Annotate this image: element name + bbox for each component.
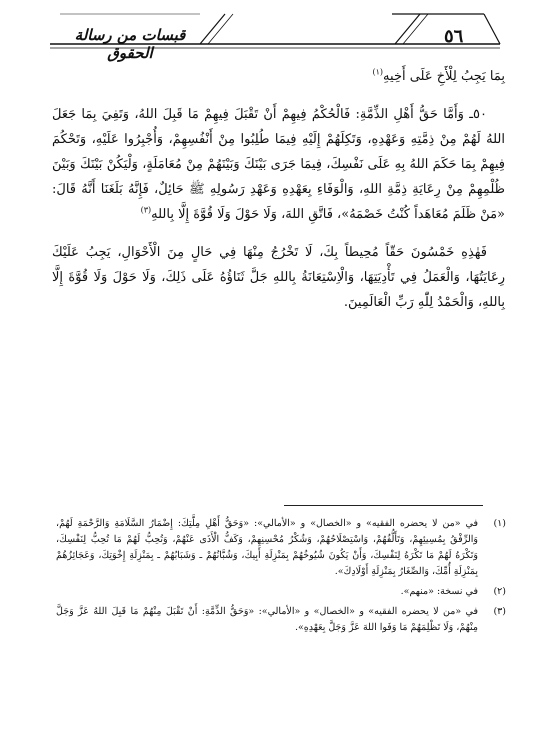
paragraph-continuation	[52, 64, 505, 89]
footnote-text: في نسخة: «منهم».	[400, 586, 478, 597]
running-title: قبسات من رسالة الحقوق	[74, 26, 186, 62]
footnotes	[56, 516, 506, 640]
footnote-mark: (٣)	[493, 606, 506, 617]
footnote-text: في «من لا يحضره الفقيه» و «الخصال» و «الأمالي»: «وَحَقُّ الذِّمَّةِ: أَنْ تَقْبَلَ مِنْهُمْ مَا قَبِلَ اللهُ عَزَّ وَجَلَّ مِنْهُمْ، وَلَا تَظْلِمَهُمْ مَا وَفَوا اللهَ عَزَّ وَجَلَّ بِعَهْدِهِ».	[56, 606, 478, 633]
footnote-ref: (١)	[372, 67, 384, 77]
paragraph-text: ٥٠ـ وَأَمَّا حَقُّ أَهْلِ الذِّمَّةِ: فَالْحُكْمُ فِيهِمْ أَنْ تَقْبَلَ فِيهِمْ مَا قَبِلَ اللهُ، وَتَفِيَ بِمَا جَعَلَ اللهُ لَهُمْ مِنْ ذِمَّتِهِ وَعَهْدِهِ، وَتَكِلَهُمْ إِلَيْهِ فِيمَا طُلِبُوا مِنْ أَنْفُسِهِمْ، وَأُجْبِرُوا عَلَيْهِ، وَتَحْكُمَ فِيهِمْ بِمَا حَكَمَ اللهُ بِهِ عَلَى نَفْسِكَ، فِيمَا جَرَى بَيْنَكَ وَبَيْنَهُمْ مِنْ مُعَامَلَةٍ، وَلْيَكُنْ بَيْنَكَ وَبَيْنَ ظُلْمِهِمْ مِنْ رِعَايَةِ ذِمَّةِ اللهِ، وَالْوَفَاءِ بِعَهْدِهِ وَعَهْدِ رَسُولِهِ ﷺ حَائِلٌ، فَإِنَّهُ بَلَغَنَا أَنَّهُ قَالَ: «مَنْ ظَلَمَ مُعَاهَداً كُنْتُ خَصْمَهُ»، فَاتَّقِ اللهَ، وَلَا حَوْلَ وَلَا قُوَّةَ إِلَّا بِاللهِ	[52, 107, 505, 222]
footnote-text: في «من لا يحضره الفقيه» و «الخصال» و «الأمالي»: «وَحَقُّ أَهْلِ مِلَّتِكَ: إِضْمَارُ السَّلَامَةِ وَالرَّحْمَةِ لَهُمْ، وَالرِّفْقُ بِمُسِيئِهِمْ، وَتَأَلُّفُهُمْ، وَاسْتِصْلَاحُهُمْ، وَشُكْرُ مُحْسِنِهِمْ، وَكَفُّ الْأَذَى عَنْهُمْ، وَتُحِبُّ لَهُمْ مَا تُحِبُّ لِنَفْسِكَ، وَتَكْرَهُ لَهُمْ مَا تَكْرَهُ لِنَفْسِكَ، وَأَنْ يَكُونَ شُيُوخُهُمْ بِمَنْزِلَةِ أَبِيكَ، وَشُبَّانُهُمْ ـ وَشَبَابُهُمْ ـ بِمَنْزِلَةِ إِخْوَتِكَ، وَعَجَائِزُهُمْ بِمَنْزِلَةِ أُمِّكَ، وَالصِّغَارُ بِمَنْزِلَةِ أَوْلَادِكَ».	[56, 518, 478, 577]
footnote-mark: (٢)	[493, 586, 506, 597]
paragraph-text: بِمَا يَجِبُ لِلْأَخِ عَلَى أَخِيهِ	[383, 69, 505, 84]
footnote-2	[56, 584, 506, 600]
footnote-ref: (٣)	[140, 205, 152, 215]
footnote-1	[56, 516, 506, 580]
paragraph-text: فَهٰذِهِ خَمْسُونَ حَقّاً مُحِيطاً بِكَ، لَا تَخْرُجُ مِنْهَا فِي حَالٍ مِنَ الْأَحْوَالِ، يَجِبُ عَلَيْكَ رِعَايَتُهَا، وَالْعَمَلُ فِي تَأْدِيَتِهَا، وَالْاِسْتِعَانَةُ بِاللهِ جَلَّ ثَنَاؤُهُ عَلَى ذَلِكَ، وَلَا حَوْلَ وَلَا قُوَّةَ إِلَّا بِاللهِ، وَالْحَمْدُ لِلّٰهِ رَبِّ الْعَالَمِينَ.	[52, 245, 505, 310]
footnote-mark: (١)	[493, 518, 506, 529]
paragraph-conclusion	[52, 240, 505, 315]
footnote-3	[56, 604, 506, 636]
paragraph-50	[52, 102, 505, 227]
page-number: ٥٦	[444, 26, 464, 47]
footnote-rule	[284, 505, 483, 506]
main-text	[52, 64, 505, 328]
